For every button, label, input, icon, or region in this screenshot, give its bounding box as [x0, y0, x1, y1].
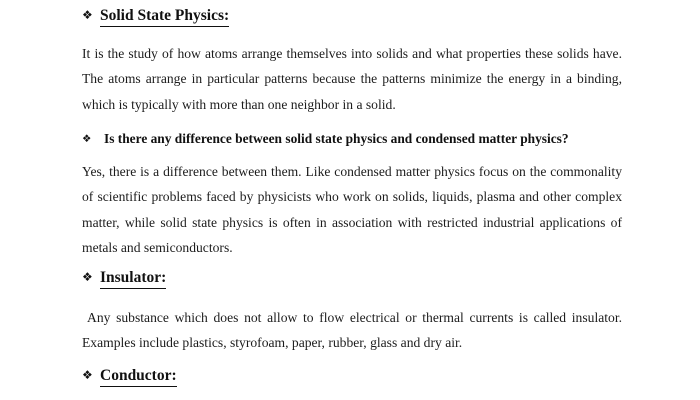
paragraph-insulator [82, 305, 622, 356]
heading-difference-question [82, 129, 569, 149]
paragraph-solid-state-physics: It is the study of how atoms arrange themselves into solids and what properties these solids have. The atoms arrange in particular patterns because the patterns minimize the energy in a binding, which is typically with more than one neighbor in a solid. [82, 46, 622, 112]
diamond-bullet-icon: ❖ [82, 270, 93, 284]
paragraph-insulator-text: Any substance which does not allow to flow electrical or thermal currents is called insulator. Examples include plastics, styrofoam, paper, rubber, glass and dry air. [82, 310, 622, 351]
heading-conductor [82, 366, 177, 387]
heading-solid-state-physics [82, 6, 229, 27]
heading-insulator-label: Insulator: [100, 268, 166, 289]
heading-solid-state-physics-label: Solid State Physics: [100, 6, 229, 27]
diamond-bullet-icon: ❖ [82, 368, 93, 382]
diamond-bullet-icon: ❖ [82, 133, 92, 145]
heading-conductor-label: Conductor: [100, 366, 177, 387]
diamond-bullet-icon: ❖ [82, 8, 93, 22]
paragraph-difference-answer: Yes, there is a difference between them. Like condensed matter physics focus on the commonality of scientific problems faced by physicists who work on solids, liquids, plasma and other complex matter, while solid state physics is often in association with restricted industrial applications of metals and semiconductors. [82, 164, 622, 256]
heading-difference-question-label: Is there any difference between solid state physics and condensed matter physics? [104, 131, 569, 146]
heading-insulator [82, 268, 166, 289]
